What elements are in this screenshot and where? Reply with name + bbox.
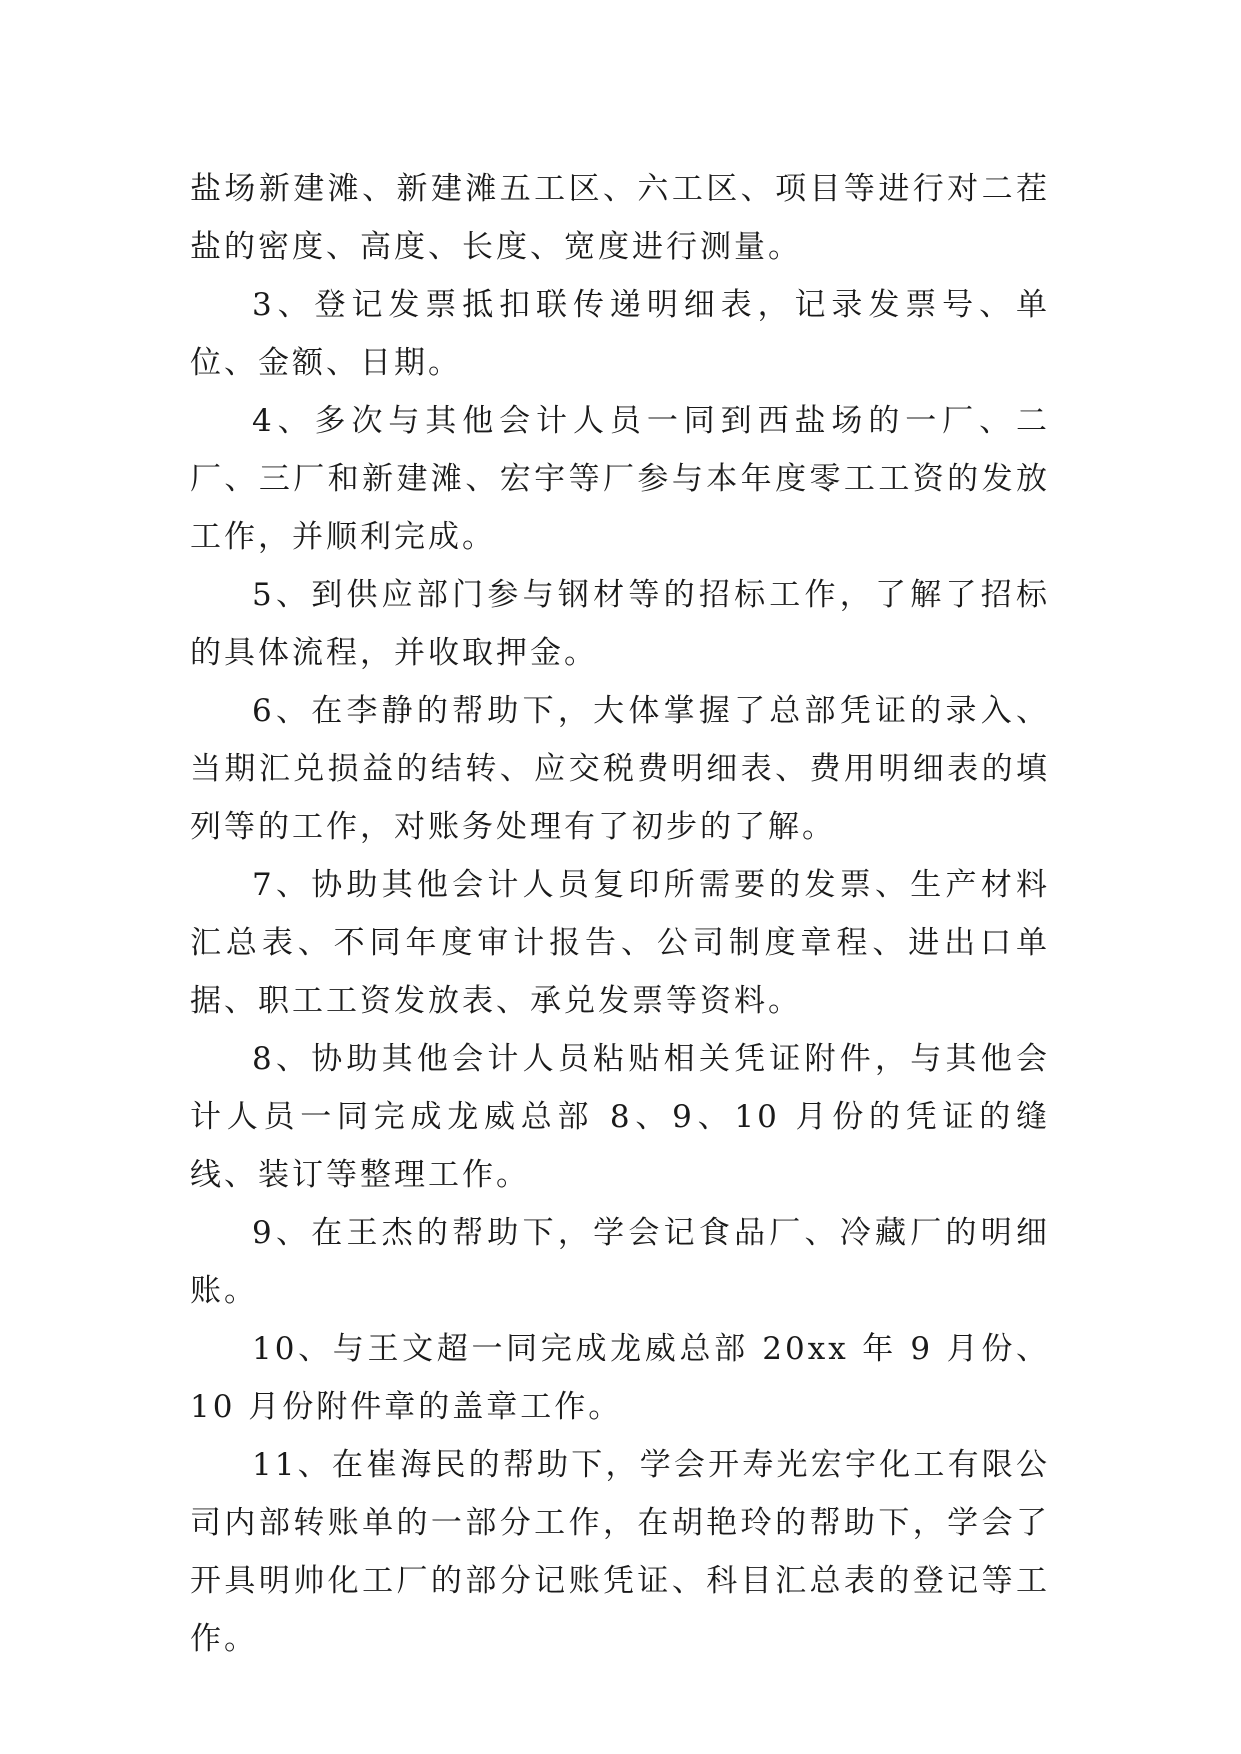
paragraph-item-6: 6、在李静的帮助下，大体掌握了总部凭证的录入、当期汇兑损益的结转、应交税费明细表、费用明细表的填列等的工作，对账务处理有了初步的了解。	[190, 693, 1050, 845]
paragraph-item-10: 10、与王文超一同完成龙威总部 20xx 年 9 月份、10 月份附件章的盖章工作。	[190, 1331, 1050, 1425]
paragraph-item-4: 4、多次与其他会计人员一同到西盐场的一厂、二厂、三厂和新建滩、宏宇等厂参与本年度零工工资的发放工作，并顺利完成。	[190, 403, 1050, 555]
paragraph-item-5: 5、到供应部门参与钢材等的招标工作，了解了招标的具体流程，并收取押金。	[190, 577, 1050, 671]
paragraph-item-9: 9、在王杰的帮助下，学会记食品厂、冷藏厂的明细账。	[190, 1215, 1050, 1309]
paragraph-continuation: 盐场新建滩、新建滩五工区、六工区、项目等进行对二茬盐的密度、高度、长度、宽度进行测量。	[190, 171, 1050, 265]
paragraph-item-3: 3、登记发票抵扣联传递明细表，记录发票号、单位、金额、日期。	[190, 287, 1050, 381]
paragraph-item-11: 11、在崔海民的帮助下，学会开寿光宏宇化工有限公司内部转账单的一部分工作，在胡艳玲的帮助下，学会了开具明帅化工厂的部分记账凭证、科目汇总表的登记等工作。	[190, 1447, 1050, 1657]
paragraph-item-7: 7、协助其他会计人员复印所需要的发票、生产材料汇总表、不同年度审计报告、公司制度章程、进出口单据、职工工资发放表、承兑发票等资料。	[190, 867, 1050, 1019]
paragraph-item-8: 8、协助其他会计人员粘贴相关凭证附件，与其他会计人员一同完成龙威总部 8、9、10 月份的凭证的缝线、装订等整理工作。	[190, 1041, 1050, 1193]
document-body	[190, 160, 1050, 1668]
